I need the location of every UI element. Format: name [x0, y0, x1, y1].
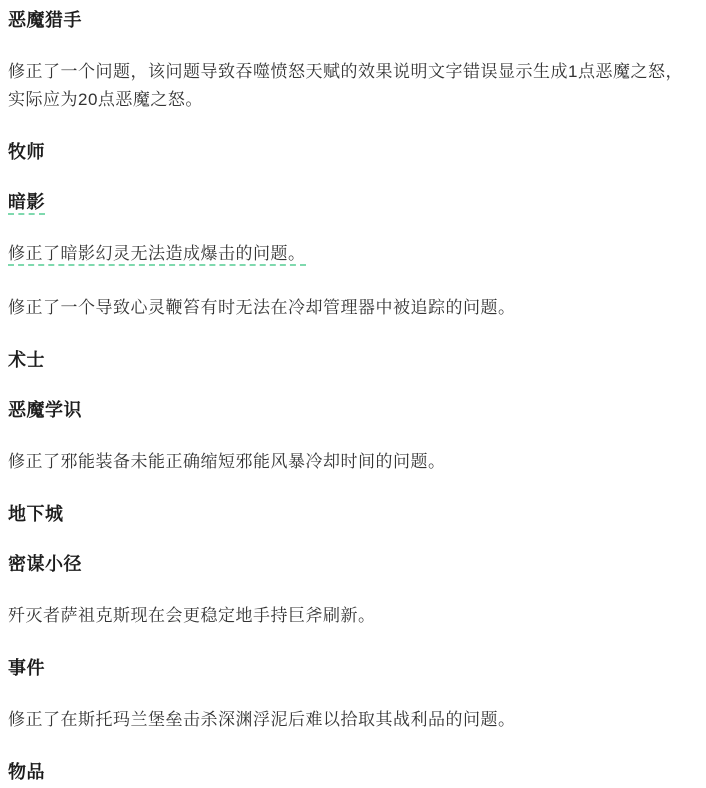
section-heading-events: 事件 [8, 658, 45, 678]
patch-note-abyssal-ooze-loot: 修正了在斯托玛兰堡垒击杀深渊浮泥后难以拾取其战利品的问题。 [8, 710, 516, 729]
section-heading-items: 物品 [8, 762, 45, 782]
patch-note-felstorm-cooldown: 修正了邪能装备未能正确缩短邪能风暴冷却时间的问题。 [8, 452, 446, 471]
section-heading-dungeons: 地下城 [8, 504, 64, 524]
section-heading-shadow [8, 190, 698, 214]
patch-note-annihilator-spawn: 歼灭者萨祖克斯现在会更稳定地手持巨斧刷新。 [8, 606, 376, 625]
section-heading-scheming-path: 密谋小径 [8, 554, 82, 574]
shadowy-apparitions-annotated-text[interactable]: 修正了暗影幻灵无法造成爆击的问题。 [8, 244, 306, 266]
section-heading-demonology: 恶魔学识 [8, 400, 82, 420]
patch-note-shadowy-apparitions [8, 240, 698, 268]
section-heading-demon-hunter: 恶魔猎手 [8, 10, 82, 30]
patch-note-mind-flay: 修正了一个导致心灵鞭笞有时无法在冷却管理器中被追踪的问题。 [8, 298, 516, 317]
section-heading-warlock: 术士 [8, 350, 45, 370]
shadow-annotated-text[interactable]: 暗影 [8, 192, 45, 215]
patch-notes-document [8, 8, 698, 784]
patch-note-devour-magic-fury: 修正了一个问题，该问题导致吞噬愤怒天赋的效果说明文字错误显示生成1点恶魔之怒，实际应为20点恶魔之怒。 [8, 62, 683, 109]
section-heading-priest: 牧师 [8, 142, 45, 162]
